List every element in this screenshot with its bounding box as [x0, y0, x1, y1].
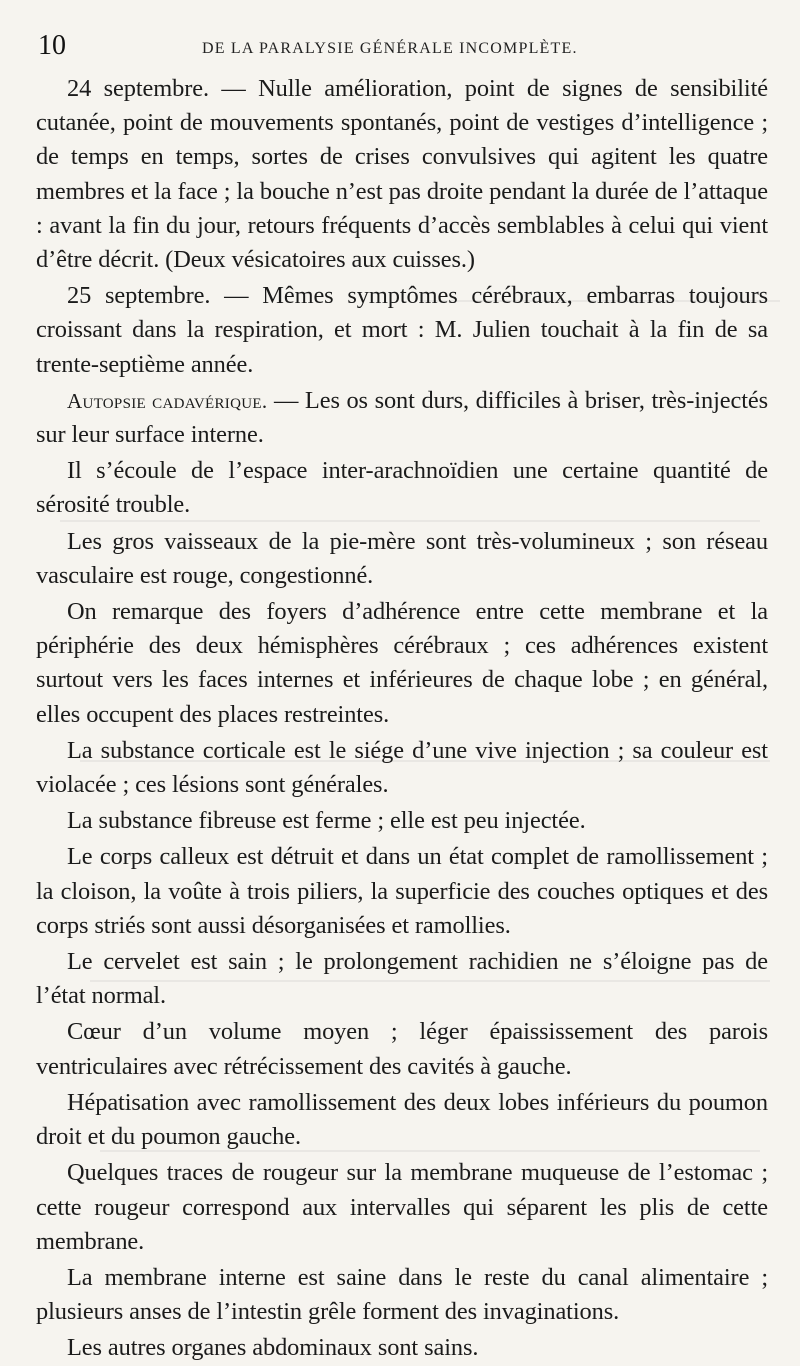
- paragraph-text: — Les os sont durs, difficiles à briser, très-injectés sur leur surface interne.: [36, 386, 768, 449]
- paragraph: On remarque des foyers d’adhérence entre cette membrane et la périphérie des deux hémisphères cérébraux ; ces adhérences existent surtout vers les faces internes et inférieures de chaque lobe ; en général, elles occupent des places restreintes.: [36, 598, 768, 728]
- paragraph: Les autres organes abdominaux sont sains.: [67, 1334, 479, 1362]
- body-text: [36, 72, 768, 1366]
- running-head: [38, 28, 778, 68]
- paragraph: La membrane interne est saine dans le reste du canal alimentaire ; plusieurs anses de l’intestin grêle forment des invaginations.: [36, 1263, 768, 1326]
- paragraph-autopsie: [36, 384, 768, 452]
- paragraph: La substance corticale est le siége d’une vive injection ; sa couleur est violacée ; ces lésions sont générales.: [36, 736, 768, 799]
- paragraph: Hépatisation avec ramollissement des deux lobes inférieurs du poumon droit et du poumon gauche.: [36, 1088, 768, 1151]
- page-number: 10: [38, 30, 66, 61]
- running-title: DE LA PARALYSIE GÉNÉRALE INCOMPLÈTE.: [202, 40, 578, 57]
- paragraph: Les gros vaisseaux de la pie-mère sont très-volumineux ; son réseau vasculaire est rouge, congestionné.: [36, 527, 768, 589]
- paragraph: Il s’écoule de l’espace inter-arachnoïdien une certaine quantité de sérosité trouble.: [36, 457, 768, 519]
- paragraph: Le cervelet est sain ; le prolongement rachidien ne s’éloigne pas de l’état normal.: [36, 948, 768, 1010]
- section-lead: Autopsie cadavérique.: [67, 388, 268, 413]
- paragraph: Quelques traces de rougeur sur la membrane muqueuse de l’estomac ; cette rougeur correspond aux intervalles qui séparent les plis de cette membrane.: [36, 1159, 768, 1255]
- paragraph: Cœur d’un volume moyen ; léger épaississement des parois ventriculaires avec rétrécissement des cavités à gauche.: [36, 1018, 768, 1080]
- paragraph: La substance fibreuse est ferme ; elle est peu injectée.: [67, 807, 586, 835]
- paragraph: 25 septembre. — Mêmes symptômes cérébraux, embarras toujours croissant dans la respiration, et mort : M. Julien touchait à la fin de sa trente-septième année.: [36, 282, 768, 378]
- paragraph: 24 septembre. — Nulle amélioration, point de signes de sensibilité cutanée, point de mouvements spontanés, point de vestiges d’intelligence ; de temps en temps, sortes de crises convulsives qui agitent les quatre membres et la face ; la bouche n’est pas droite pendant la durée de l’attaque : avant la fin du jour, retours fréquents d’accès semblables à celui qui vient d’être décrit. (Deux vésicatoires aux cuisses.): [36, 75, 768, 274]
- paragraph: Le corps calleux est détruit et dans un état complet de ramollissement ; la cloison, la voûte à trois piliers, la superficie des couches optiques et des corps striés sont aussi désorganisées et ramollies.: [36, 843, 768, 939]
